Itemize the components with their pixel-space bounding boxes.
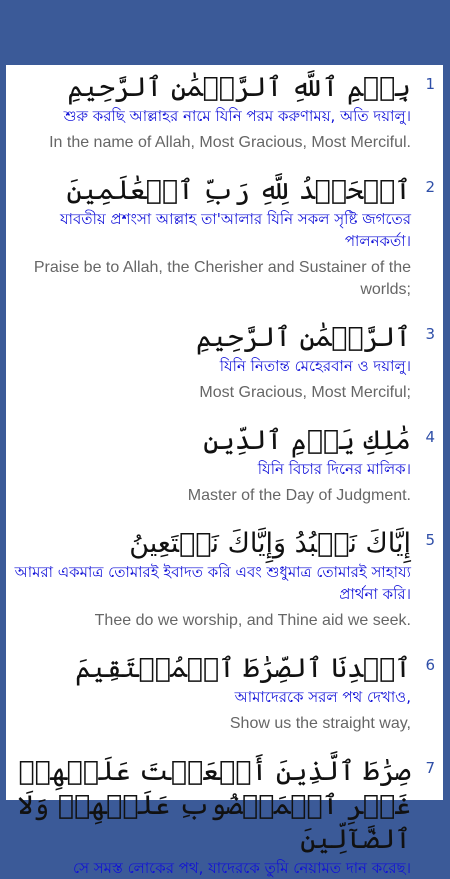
verse-arabic-text: بِسۡمِ ٱللَّهِ ٱلرَّحۡمَٰنِ ٱلرَّحِيمِ — [67, 72, 411, 103]
verse-arabic-text: إِيَّاكَ نَعۡبُدُ وَإِيَّاكَ نَسۡتَعِينُ — [129, 528, 411, 559]
verse-english-translation: Thee do we worship, and Thine aid we seek. — [94, 612, 411, 629]
verse-english-translation: Master of the Day of Judgment. — [187, 487, 411, 504]
verse-english-translation: Show us the straight way, — [229, 715, 411, 732]
verse-bangla-translation: আমরা একমাত্র তোমারই ইবাদত করি এবং শুধুমাত্র তোমারই সাহায্য প্রার্থনা করি। — [14, 563, 411, 603]
verse-item-7[interactable] — [6, 755, 443, 879]
app-top-bar — [0, 0, 450, 65]
verse-arabic-text: صِرَٰطَ ٱلَّذِينَ أَنۡعَمۡتَ عَلَيۡهِمۡ غَيۡرِ ٱلۡمَغۡضُوبِ عَلَيۡهِمۡ وَلَا ٱلضَّآلِّينَ — [17, 756, 411, 855]
verse-arabic-text: مَٰلِكِ يَوۡمِ ٱلدِّينِ — [203, 425, 411, 456]
verse-number: 6 — [425, 656, 435, 674]
verse-bangla-translation: সে সমস্ত লোকের পথ, যাদেরকে তুমি নেয়ামত দান করেছ। — [73, 859, 411, 877]
verse-arabic-text: ٱلرَّحۡمَٰنِ ٱلرَّحِيمِ — [195, 322, 411, 353]
verse-number: 2 — [425, 178, 435, 196]
verse-bangla-translation: শুরু করছি আল্লাহর নামে যিনি পরম করুণাময়, অতি দয়ালু। — [63, 107, 411, 125]
verse-item-6[interactable] — [6, 652, 443, 735]
verse-arabic-text: ٱلۡحَمۡدُ لِلَّهِ رَبِّ ٱلۡعَٰلَمِينَ — [66, 175, 411, 206]
verse-number: 3 — [425, 325, 435, 343]
verse-item-4[interactable] — [6, 424, 443, 507]
verse-english-translation: Praise be to Allah, the Cherisher and Sustainer of the worlds; — [33, 259, 411, 298]
verse-bangla-translation: যাবতীয় প্রশংসা আল্লাহ তা'আলার যিনি সকল সৃষ্টি জগতের পালনকর্তা। — [59, 210, 411, 250]
verse-number: 4 — [425, 428, 435, 446]
verse-item-5[interactable] — [6, 527, 443, 632]
verse-arabic-text: ٱهۡدِنَا ٱلصِّرَٰطَ ٱلۡمُسۡتَقِيمَ — [75, 653, 411, 684]
verse-english-translation: Most Gracious, Most Merciful; — [199, 384, 411, 401]
verse-item-1[interactable] — [6, 71, 443, 154]
verse-number: 5 — [425, 531, 435, 549]
verse-bangla-translation: যিনি নিতান্ত মেহেরবান ও দয়ালু। — [219, 357, 411, 375]
verse-english-translation: In the name of Allah, Most Gracious, Most Merciful. — [49, 134, 411, 151]
verse-item-3[interactable] — [6, 321, 443, 404]
verse-number: 1 — [425, 75, 435, 93]
verse-list[interactable] — [6, 65, 443, 877]
verse-bangla-translation: যিনি বিচার দিনের মালিক। — [257, 460, 411, 478]
verse-item-2[interactable] — [6, 174, 443, 301]
verse-bangla-translation: আমাদেরকে সরল পথ দেখাও, — [234, 688, 411, 706]
verse-number: 7 — [425, 759, 435, 777]
